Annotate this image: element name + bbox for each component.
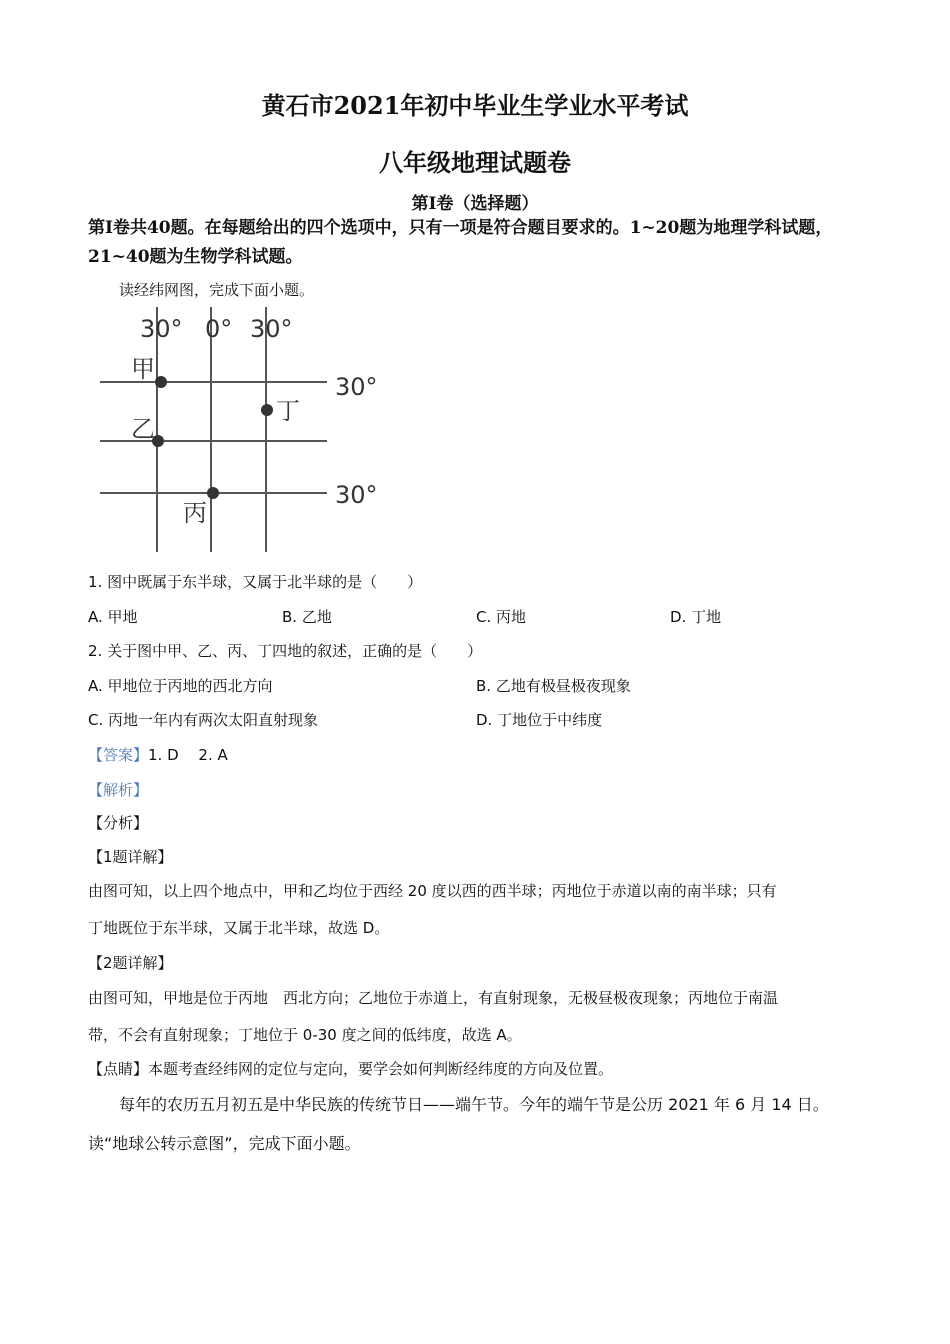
section-instruction: 第Ⅰ卷共40题。在每题给出的四个选项中，只有一项是符合题目要求的。1~20题为地理学科试题，21~40题为生物学科试题。 [88,218,833,267]
point-ding-dot [261,404,273,416]
q1-option-a: A. 甲地 [88,608,138,626]
detail-2-tag: 【2题详解】 [88,954,173,972]
point-bing-label: 丙 [183,499,207,527]
point-bing-dot [207,487,219,499]
q1-option-d: D. 丁地 [670,608,722,626]
lon-label: 30° [140,315,183,343]
lon-label: 30° [250,315,293,343]
lat-label: 30° [335,373,378,401]
q2-option-d: D. 丁地位于中纬度 [476,711,603,729]
detail-2-line2: 带，不会有直射现象；丁地位于 0-30 度之间的低纬度，故选 A。 [88,1026,522,1044]
lon-label: 0° [205,315,233,343]
detail-2-line1: 由图可知，甲地是位于丙地 西北方向；乙地位于赤道上，有直射现象，无极昼极夜现象；丙地位于南温 [88,989,779,1007]
analysis-tag: 【解析】 [88,781,149,799]
intro-2-line2: 读“地球公转示意图”，完成下面小题。 [88,1134,361,1153]
intro-map-question: 读经纬网图，完成下面小题。 [119,281,315,299]
point-jia-dot [155,376,167,388]
answer-tag: 【答案】 [88,746,149,764]
point-yi-label: 乙 [131,415,155,443]
dianjing-note: 【点睛】本题考查经纬网的定位与定向，要学会如何判断经纬度的方向及位置。 [88,1060,614,1078]
q2-option-c: C. 丙地一年内有两次太阳直射现象 [88,711,319,729]
fenxi-tag: 【分析】 [88,814,149,832]
lat-lon-grid-figure [95,307,395,557]
q1-option-b: B. 乙地 [282,608,332,626]
detail-1-line2: 丁地既位于东半球，又属于北半球，故选 D。 [88,919,390,937]
exam-title: 黄石市2021年初中毕业生学业水平考试 [261,91,689,120]
answer-text: 1. D 2. A [148,746,228,764]
detail-1-tag: 【1题详解】 [88,848,173,866]
section-heading: 第Ⅰ卷（选择题） [411,194,539,214]
lat-label: 30° [335,481,378,509]
exam-subtitle: 八年级地理试题卷 [379,148,571,177]
intro-2-line1: 每年的农历五月初五是中华民族的传统节日——端午节。今年的端午节是公历 2021 年 6 月 14 日。 [119,1095,829,1114]
question-2-stem: 2. 关于图中甲、乙、丙、丁四地的叙述，正确的是（ ） [88,642,483,660]
detail-1-line1: 由图可知，以上四个地点中，甲和乙均位于西经 20 度以西的西半球；丙地位于赤道以南的南半球；只有 [88,882,777,900]
q2-option-b: B. 乙地有极昼极夜现象 [476,677,631,695]
point-ding-label: 丁 [276,397,300,425]
q1-option-c: C. 丙地 [476,608,527,626]
question-1-stem: 1. 图中既属于东半球，又属于北半球的是（ ） [88,573,423,591]
q2-option-a: A. 甲地位于丙地的西北方向 [88,677,273,695]
point-jia-label: 甲 [131,355,155,383]
answer-line [88,744,228,765]
